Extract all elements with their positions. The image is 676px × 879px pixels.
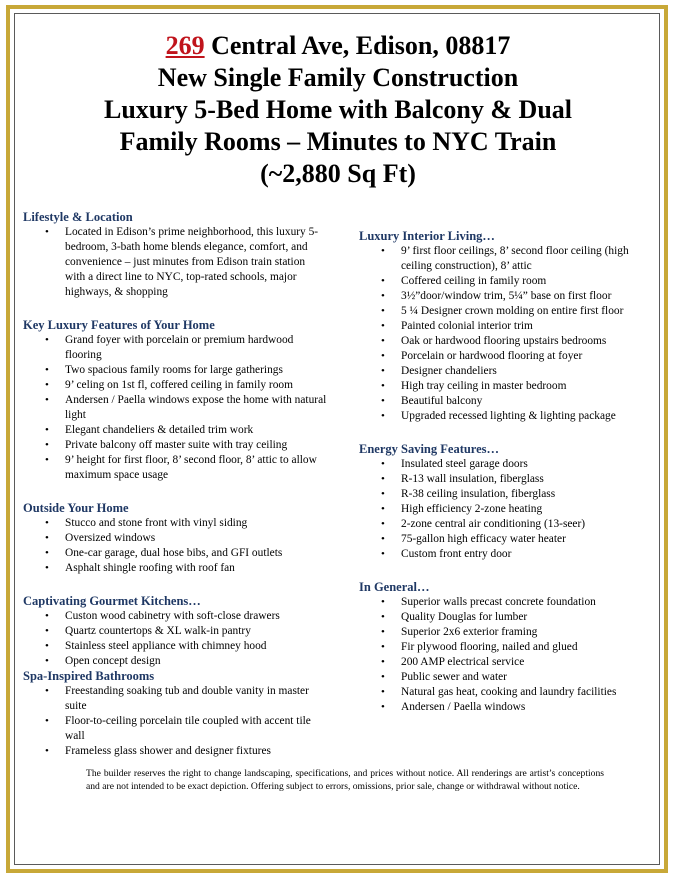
list-item-text: 9’ first floor ceilings, 8’ second floor ceiling (high ceiling construction), 8’ attic xyxy=(401,245,629,272)
list-item-text: Oversized windows xyxy=(65,532,156,544)
list-item-text: Floor-to-ceiling porcelain tile coupled with accent tile wall xyxy=(65,715,311,742)
list-item xyxy=(23,639,328,654)
list-item-text: Grand foyer with porcelain or premium hardwood flooring xyxy=(65,334,294,361)
list-item xyxy=(23,438,328,453)
bullet-icon: • xyxy=(381,701,385,713)
bullet-icon: • xyxy=(381,275,385,287)
bullet-icon: • xyxy=(381,518,385,530)
list-item-text: Public sewer and water xyxy=(401,671,507,683)
bullet-icon: • xyxy=(381,548,385,560)
list-item xyxy=(359,409,659,424)
bullet-icon: • xyxy=(45,745,49,757)
list-item-text: 9’ celing on 1st fl, coffered ceiling in family room xyxy=(65,379,293,391)
list-item-text: Upgraded recessed lighting & lighting package xyxy=(401,410,616,422)
section xyxy=(359,442,659,562)
list-item xyxy=(359,244,659,274)
section xyxy=(359,580,659,715)
list-item-text: Stainless steel appliance with chimney hood xyxy=(65,640,267,652)
bullet-icon: • xyxy=(381,503,385,515)
list-item xyxy=(359,472,659,487)
list-item-text: One-car garage, dual hose bibs, and GFI outlets xyxy=(65,547,283,559)
section-heading: Outside Your Home xyxy=(23,501,129,515)
list-item xyxy=(359,595,659,610)
list-item-text: 3½”door/window trim, 5¼” base on first floor xyxy=(401,290,612,302)
list-item xyxy=(359,334,659,349)
list-item xyxy=(359,457,659,472)
bullet-icon: • xyxy=(381,350,385,362)
bullet-icon: • xyxy=(381,596,385,608)
list-item-text: Elegant chandeliers & detailed trim work xyxy=(65,424,254,436)
section-heading: Spa-Inspired Bathrooms xyxy=(23,669,155,683)
section-heading: Luxury Interior Living… xyxy=(359,229,495,243)
bullet-icon: • xyxy=(45,334,49,346)
bullet-icon: • xyxy=(381,335,385,347)
list-item xyxy=(359,289,659,304)
bullet-icon: • xyxy=(381,380,385,392)
section xyxy=(23,669,328,759)
bullet-icon: • xyxy=(45,394,49,406)
list-item-text: Custon wood cabinetry with soft-close drawers xyxy=(65,610,280,622)
bullet-icon: • xyxy=(381,488,385,500)
list-item xyxy=(23,546,328,561)
bullet-icon: • xyxy=(45,625,49,637)
bullet-icon: • xyxy=(45,532,49,544)
list-item xyxy=(359,502,659,517)
list-item xyxy=(359,274,659,289)
list-item-text: Custom front entry door xyxy=(401,548,512,560)
section-heading: Captivating Gourmet Kitchens… xyxy=(23,594,201,608)
bullet-icon: • xyxy=(45,685,49,697)
list-item xyxy=(23,744,328,759)
list-item-text: Open concept design xyxy=(65,655,161,667)
list-item xyxy=(23,609,328,624)
list-item xyxy=(359,394,659,409)
list-item xyxy=(359,349,659,364)
bullet-icon: • xyxy=(381,626,385,638)
section-heading: Lifestyle & Location xyxy=(23,210,133,224)
list-item-text: 5 ¼ Designer crown molding on entire first floor xyxy=(401,305,624,317)
list-item-text: Quality Douglas for lumber xyxy=(401,611,528,623)
list-item xyxy=(23,225,328,300)
list-item-text: Oak or hardwood flooring upstairs bedrooms xyxy=(401,335,607,347)
bullet-icon: • xyxy=(381,533,385,545)
list-item-text: Frameless glass shower and designer fixtures xyxy=(65,745,271,757)
list-item-text: Quartz countertops & XL walk-in pantry xyxy=(65,625,251,637)
bullet-icon: • xyxy=(381,365,385,377)
list-item-text: 200 AMP electrical service xyxy=(401,656,525,668)
list-item xyxy=(359,517,659,532)
bullet-icon: • xyxy=(381,473,385,485)
section-heading: Energy Saving Features… xyxy=(359,442,500,456)
list-item xyxy=(359,532,659,547)
bullet-icon: • xyxy=(45,517,49,529)
bullet-icon: • xyxy=(45,364,49,376)
bullet-icon: • xyxy=(45,610,49,622)
list-item-text: 2-zone central air conditioning (13-seer) xyxy=(401,518,586,530)
list-item-text: Insulated steel garage doors xyxy=(401,458,528,470)
list-item-text: R-13 wall insulation, fiberglass xyxy=(401,473,544,485)
list-item-text: Private balcony off master suite with tray ceiling xyxy=(65,439,288,451)
bullet-icon: • xyxy=(45,715,49,727)
bullet-list xyxy=(359,244,659,424)
title-line-5: (~2,880 Sq Ft) xyxy=(260,159,416,188)
bullet-list xyxy=(23,225,328,300)
list-item xyxy=(359,640,659,655)
list-item-text: Andersen / Paella windows xyxy=(401,701,526,713)
bullet-list xyxy=(23,684,328,759)
bullet-icon: • xyxy=(45,439,49,451)
list-item-text: 75-gallon high efficacy water heater xyxy=(401,533,566,545)
disclaimer: The builder reserves the right to change landscaping, specifications, and prices without notice. All renderings are artist’s conceptions and are not intended to be exact depiction. Offering subject to errors, omissions, prior sale, change or withdrawal without notice. xyxy=(86,768,604,792)
list-item-text: Designer chandeliers xyxy=(401,365,497,377)
list-item xyxy=(23,393,328,423)
section xyxy=(359,229,659,424)
section xyxy=(23,318,328,483)
list-item-text: Stucco and stone front with vinyl siding xyxy=(65,517,248,529)
bullet-icon: • xyxy=(381,320,385,332)
list-item xyxy=(23,423,328,438)
bullet-icon: • xyxy=(45,547,49,559)
list-item xyxy=(359,379,659,394)
street-name: Central Ave, Edison, 08817 xyxy=(204,31,511,60)
bullet-list xyxy=(23,333,328,483)
bullet-icon: • xyxy=(45,562,49,574)
bullet-icon: • xyxy=(381,656,385,668)
bullet-icon: • xyxy=(45,640,49,652)
list-item xyxy=(23,624,328,639)
list-item-text: Freestanding soaking tub and double vanity in master suite xyxy=(65,685,309,712)
list-item-text: Beautiful balcony xyxy=(401,395,483,407)
list-item xyxy=(23,453,328,483)
bullet-icon: • xyxy=(381,410,385,422)
list-item xyxy=(23,684,328,714)
bullet-icon: • xyxy=(45,226,49,238)
list-item xyxy=(359,319,659,334)
right-column xyxy=(359,229,659,715)
list-item-text: Coffered ceiling in family room xyxy=(401,275,547,287)
bullet-icon: • xyxy=(381,290,385,302)
title-line-3: Luxury 5-Bed Home with Balcony & Dual xyxy=(103,95,573,124)
bullet-icon: • xyxy=(381,395,385,407)
list-item-text: Painted colonial interior trim xyxy=(401,320,533,332)
list-item-text: Two spacious family rooms for large gatherings xyxy=(65,364,283,376)
bullet-icon: • xyxy=(45,424,49,436)
section xyxy=(23,501,328,576)
title-line-2: New Single Family Construction xyxy=(157,63,519,92)
bullet-list xyxy=(359,595,659,715)
section xyxy=(23,210,328,300)
bullet-icon: • xyxy=(381,671,385,683)
list-item xyxy=(359,547,659,562)
bullet-icon: • xyxy=(45,379,49,391)
title-line-4: Family Rooms – Minutes to NYC Train xyxy=(119,127,557,156)
list-item xyxy=(23,561,328,576)
list-item-text: R-38 ceiling insulation, fiberglass xyxy=(401,488,556,500)
list-item xyxy=(23,363,328,378)
list-item-text: 9’ height for first floor, 8’ second floor, 8’ attic to allow maximum space usage xyxy=(65,454,317,481)
section-heading: Key Luxury Features of Your Home xyxy=(23,318,215,332)
list-item-text: Fir plywood flooring, nailed and glued xyxy=(401,641,578,653)
bullet-list xyxy=(23,516,328,576)
list-item xyxy=(23,714,328,744)
list-item xyxy=(359,364,659,379)
bullet-icon: • xyxy=(381,686,385,698)
list-item xyxy=(23,378,328,393)
list-item xyxy=(359,625,659,640)
list-item-text: High tray ceiling in master bedroom xyxy=(401,380,567,392)
list-item xyxy=(23,531,328,546)
list-item xyxy=(359,304,659,319)
list-item-text: Located in Edison’s prime neighborhood, this luxury 5-bedroom, 3-bath home blends elegance, comfort, and convenience – just minutes from Edison train station with a direct line to NYC, top-rated schools, major highways, & shopping xyxy=(65,226,319,298)
list-item xyxy=(359,685,659,700)
bullet-icon: • xyxy=(381,245,385,257)
list-item xyxy=(359,670,659,685)
list-item-text: Natural gas heat, cooking and laundry facilities xyxy=(401,686,617,698)
title-address xyxy=(10,30,666,62)
bullet-icon: • xyxy=(45,655,49,667)
street-number: 269 xyxy=(165,31,205,60)
bullet-icon: • xyxy=(381,458,385,470)
list-item xyxy=(359,700,659,715)
bullet-icon: • xyxy=(381,305,385,317)
list-item-text: Asphalt shingle roofing with roof fan xyxy=(65,562,235,574)
list-item-text: Andersen / Paella windows expose the home with natural light xyxy=(65,394,327,421)
list-item-text: High efficiency 2-zone heating xyxy=(401,503,543,515)
list-item xyxy=(359,655,659,670)
bullet-list xyxy=(23,609,328,669)
list-item xyxy=(359,610,659,625)
list-item-text: Porcelain or hardwood flooring at foyer xyxy=(401,350,583,362)
list-item-text: Superior 2x6 exterior framing xyxy=(401,626,538,638)
bullet-list xyxy=(359,457,659,562)
left-column xyxy=(23,210,328,759)
section xyxy=(23,594,328,669)
list-item xyxy=(23,516,328,531)
list-item xyxy=(23,654,328,669)
list-item xyxy=(359,487,659,502)
list-item-text: Superior walls precast concrete foundation xyxy=(401,596,596,608)
bullet-icon: • xyxy=(381,641,385,653)
list-item xyxy=(23,333,328,363)
section-heading: In General… xyxy=(359,580,430,594)
bullet-icon: • xyxy=(45,454,49,466)
bullet-icon: • xyxy=(381,611,385,623)
page-title xyxy=(10,30,666,190)
